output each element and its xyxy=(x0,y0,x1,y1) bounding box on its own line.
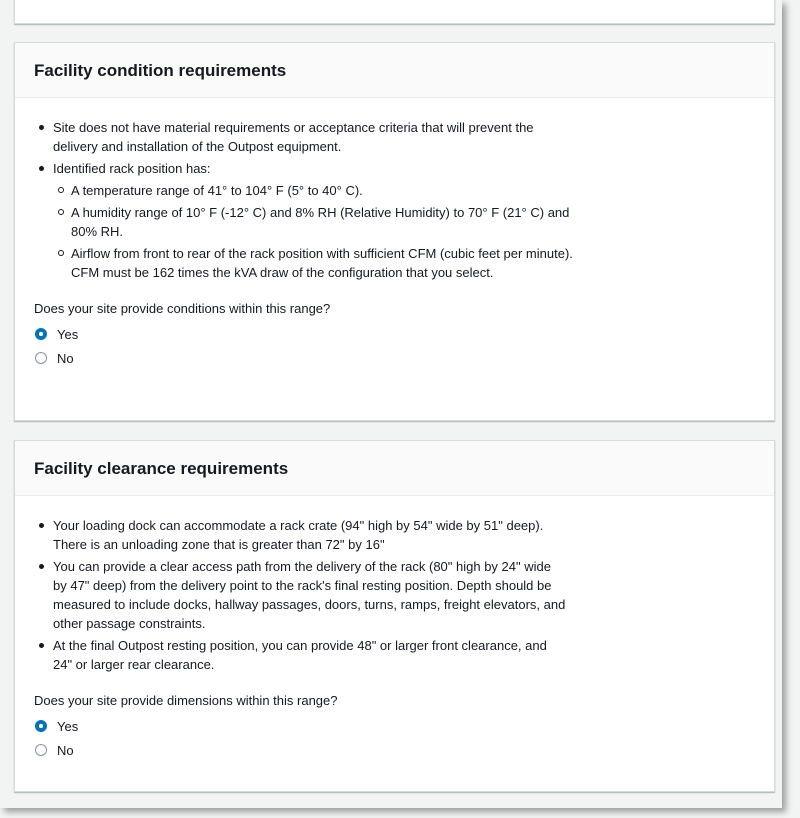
sub-list-item: A temperature range of 41° to 104° F (5° to 40° C). xyxy=(71,181,578,200)
radio-group xyxy=(34,322,755,370)
section-title: Facility condition requirements xyxy=(34,61,287,80)
radio-option-yes[interactable] xyxy=(34,322,755,346)
list-item: Your loading dock can accommodate a rack crate (94" high by 54" wide by 51" deep). There is an unloading zone that is greater than 72" by 16" xyxy=(53,516,568,554)
radio-checked-icon[interactable] xyxy=(35,328,47,340)
sub-list-item: A humidity range of 10° F (-12° C) and 8% RH (Relative Humidity) to 70° F (21° C) and 80% RH. xyxy=(71,203,578,241)
list-item: At the final Outpost resting position, you can provide 48" or larger front clearance, and 24" or larger rear clearance. xyxy=(53,636,568,674)
list-item: You can provide a clear access path from the delivery of the rack (80" high by 24" wide by 47" deep) from the delivery point to the rack's final resting position. Depth should be measured to include docks, hallway passages, doors, turns, ramps, freight elevators, and other passage constraints. xyxy=(53,557,568,633)
list-item-text: Identified rack position has: xyxy=(53,161,211,176)
radio-option-no[interactable] xyxy=(34,738,755,762)
requirements-list xyxy=(34,118,578,282)
facility-clearance-card xyxy=(14,440,775,792)
radio-group xyxy=(34,714,755,762)
radio-unchecked-icon[interactable] xyxy=(35,744,47,756)
card-header xyxy=(15,43,774,98)
question-label: Does your site provide conditions within this range? xyxy=(34,301,331,316)
radio-label: No xyxy=(57,350,74,366)
list-item xyxy=(53,159,578,282)
requirements-list xyxy=(34,516,568,674)
sub-list xyxy=(53,181,578,282)
radio-label: No xyxy=(57,742,74,758)
facility-condition-card xyxy=(14,42,775,421)
sub-list-item: Airflow from front to rear of the rack position with sufficient CFM (cubic feet per minute). CFM must be 162 times the kVA draw of the configuration that you select. xyxy=(71,244,578,282)
list-item: Site does not have material requirements or acceptance criteria that will prevent the delivery and installation of the Outpost equipment. xyxy=(53,118,578,156)
radio-label: Yes xyxy=(57,326,79,342)
radio-unchecked-icon[interactable] xyxy=(35,352,47,364)
section-title: Facility clearance requirements xyxy=(34,459,289,478)
previous-section-card xyxy=(14,0,775,24)
radio-option-no[interactable] xyxy=(34,346,755,370)
card-body xyxy=(15,98,774,370)
question-label: Does your site provide dimensions within this range? xyxy=(34,693,338,708)
card-body xyxy=(15,496,774,762)
radio-option-yes[interactable] xyxy=(34,714,755,738)
radio-checked-icon[interactable] xyxy=(35,720,47,732)
radio-label: Yes xyxy=(57,718,79,734)
card-header xyxy=(15,441,774,496)
